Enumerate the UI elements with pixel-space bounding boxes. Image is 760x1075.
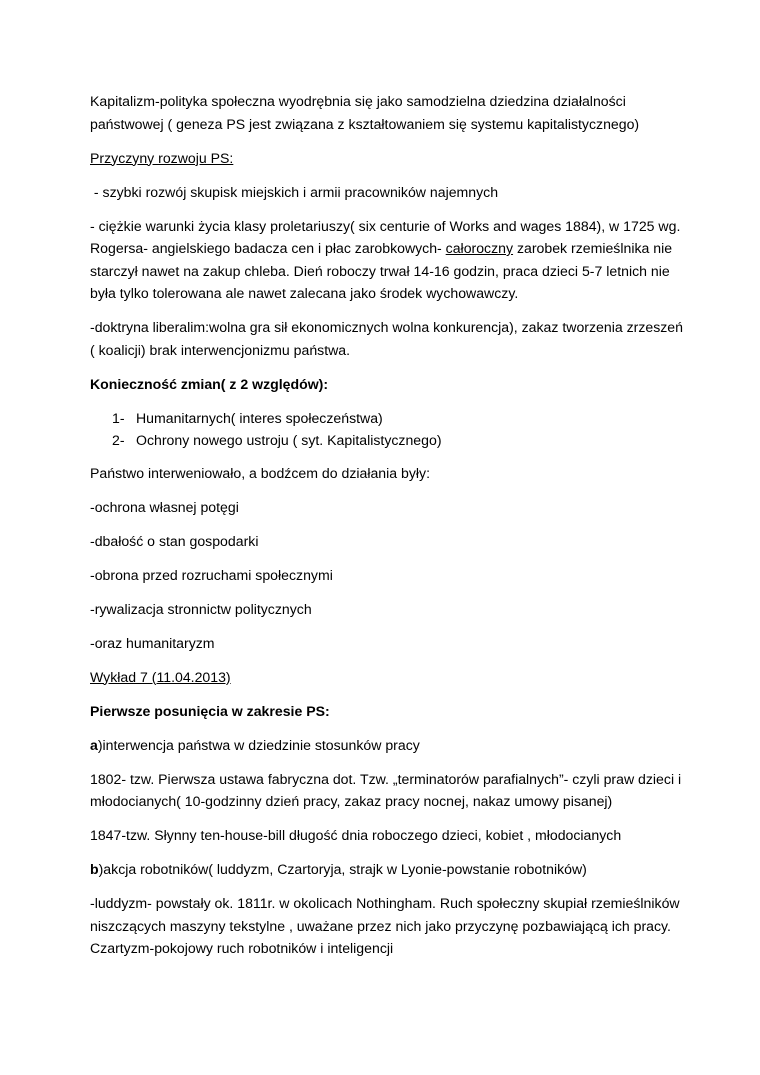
item-a-letter: a xyxy=(90,736,98,753)
item-b xyxy=(90,858,690,881)
heading-koniecznosc: Konieczność zmian( z 2 względów): xyxy=(90,375,329,392)
list-item-text: Ochrony nowego ustroju ( syt. Kapitalistycznego) xyxy=(136,431,442,448)
list-item-number: 2- xyxy=(112,431,125,448)
paragraph-1847: 1847-tzw. Słynny ten-house-bill długość dnia roboczego dzieci, kobiet , młodocianych xyxy=(90,827,622,843)
list-item xyxy=(90,429,690,451)
item-b-text: )akcja robotników( luddyzm, Czartoryja, strajk w Lyonie-powstanie robotników) xyxy=(98,861,587,877)
list-item-number: 1- xyxy=(112,409,125,426)
lecture-heading: Wykład 7 (11.04.2013) xyxy=(90,668,231,685)
paragraph-panstwo: Państwo interweniowało, a bodźcem do działania były: xyxy=(90,464,431,481)
document-body xyxy=(90,90,690,971)
list-item-text: Humanitarnych( interes społeczeństwa) xyxy=(136,409,383,426)
paragraph-luddyzm: -luddyzm- powstały ok. 1811r. w okolicach Nothingham. Ruch społeczny skupiał rzemieślników niszczących maszyny tekstylne , uważane przez nich jako przyczynę pozbawiającą ich pracy. Czartyzm-pokojowy ruch robotników i inteligencji xyxy=(90,895,680,956)
intro-paragraph: Kapitalizm-polityka społeczna wyodrębnia się jako samodzielna dziedzina działalności państwowej ( geneza PS jest związana z kształtowaniem się systemu kapitalistycznego) xyxy=(90,93,640,132)
paragraph-warunki-zycia xyxy=(90,215,690,305)
bullet-szybki-rozwoj: - szybki rozwój skupisk miejskich i armii pracowników najemnych xyxy=(90,183,499,200)
reason-item: -oraz humanitaryzm xyxy=(90,634,215,651)
reason-item: -ochrona własnej potęgi xyxy=(90,498,239,515)
underlined-word-caloroczny: całoroczny xyxy=(445,240,514,256)
paragraph-warunki-part-b: zarobek rzemieślnika nie starczył nawet na zakup chleba. Dień roboczy trwał 14-16 godzin, praca dzieci 5-7 letnich nie była tylko tolerowana ale nawet zalecana jako środek wychowawczy. xyxy=(90,240,673,301)
paragraph-warunki-part-a: - ciężkie warunki życia klasy proletariuszy( six centurie of Works and wages 1884), w 1725 wg. Rogersa- angielskiego badacza cen i płac zarobkowych- xyxy=(90,217,681,256)
reason-item: -dbałość o stan gospodarki xyxy=(90,532,259,549)
item-a-text: )interwencja państwa w dziedzinie stosunków pracy xyxy=(97,736,420,753)
paragraph-1802: 1802- tzw. Pierwsza ustawa fabryczna dot. Tzw. „terminatorów parafialnych”- czyli praw dzieci i młodocianych( 10-godzinny dzień pracy, zakaz pracy nocnej, nakaz umowy pisanej) xyxy=(90,770,682,809)
heading-pierwsze-posuniecia: Pierwsze posunięcia w zakresie PS: xyxy=(90,702,330,719)
heading-przyczyny: Przyczyny rozwoju PS: xyxy=(90,149,234,166)
paragraph-doktryna: -doktryna liberalim:wolna gra sił ekonomicznych wolna konkurencja), zakaz tworzenia zrzeszeń ( koalicji) brak interwencjonizmu państwa. xyxy=(90,319,683,358)
list-item xyxy=(90,407,690,429)
item-a xyxy=(90,734,690,757)
reason-item: -rywalizacja stronnictw politycznych xyxy=(90,600,312,617)
numbered-list xyxy=(90,407,690,451)
item-b-letter: b xyxy=(90,861,99,877)
reason-item: -obrona przed rozruchami społecznymi xyxy=(90,566,333,583)
